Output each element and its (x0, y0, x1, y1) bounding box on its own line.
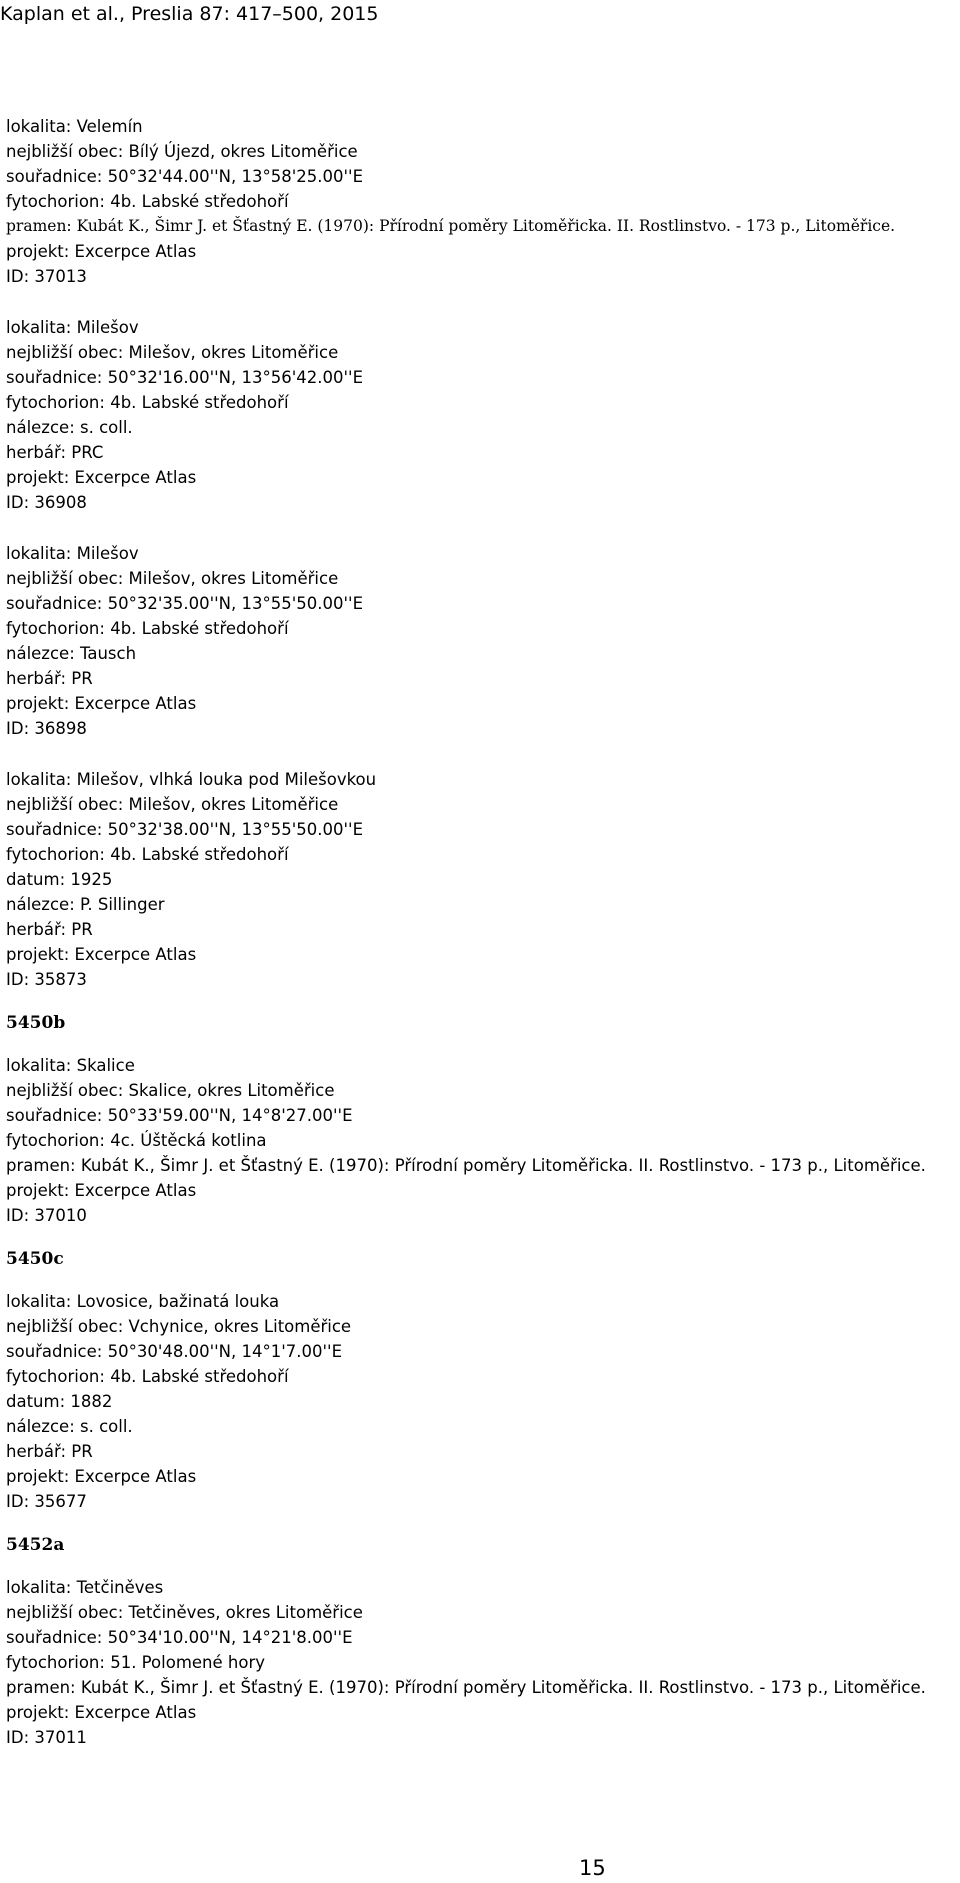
record-line: projekt: Excerpce Atlas (6, 1181, 197, 1200)
record-line: ID: 35677 (6, 1492, 87, 1511)
record-line: herbář: PRC (6, 443, 104, 462)
record-line: souřadnice: 50°32'44.00''N, 13°58'25.00''E (6, 167, 364, 186)
page-number: 15 (579, 1856, 606, 1880)
locality-record (6, 1575, 956, 1750)
record-line: projekt: Excerpce Atlas (6, 1703, 197, 1722)
record-line: nálezce: s. coll. (6, 1417, 133, 1436)
record-line: pramen: Kubát K., Šimr J. et Šťastný E. (1970): Přírodní poměry Litoměřicka. II. Rostlinstvo. - 173 p., Litoměřice. (6, 217, 896, 235)
record-line: lokalita: Velemín (6, 117, 143, 136)
record-line: nálezce: Tausch (6, 644, 137, 663)
record-line: nálezce: P. Sillinger (6, 895, 165, 914)
record-line: projekt: Excerpce Atlas (6, 945, 197, 964)
record-line: projekt: Excerpce Atlas (6, 694, 197, 713)
record-line: souřadnice: 50°33'59.00''N, 14°8'27.00''E (6, 1106, 353, 1125)
section-code: 5450c (6, 1249, 64, 1269)
record-line: nejbližší obec: Milešov, okres Litoměřice (6, 569, 339, 588)
locality-record (6, 1053, 956, 1228)
record-line: datum: 1882 (6, 1392, 113, 1411)
running-head: Kaplan et al., Preslia 87: 417–500, 2015 (0, 3, 379, 25)
record-line: souřadnice: 50°32'16.00''N, 13°56'42.00''E (6, 368, 364, 387)
record-line: herbář: PR (6, 1442, 93, 1461)
locality-record (6, 767, 956, 992)
record-line: nejbližší obec: Bílý Újezd, okres Litoměřice (6, 142, 358, 161)
record-line: ID: 36898 (6, 719, 87, 738)
record-line: souřadnice: 50°30'48.00''N, 14°1'7.00''E (6, 1342, 343, 1361)
record-line: fytochorion: 4b. Labské středohoří (6, 845, 289, 864)
record-line: pramen: Kubát K., Šimr J. et Šťastný E. (1970): Přírodní poměry Litoměřicka. II. Rostlinstvo. - 173 p., Litoměřice. (6, 1678, 926, 1697)
record-line: lokalita: Tetčiněves (6, 1578, 164, 1597)
locality-record (6, 315, 956, 515)
record-line: lokalita: Milešov (6, 318, 139, 337)
record-line: lokalita: Milešov, vlhká louka pod Milešovkou (6, 770, 377, 789)
record-line: ID: 37010 (6, 1206, 87, 1225)
record-line: ID: 35873 (6, 970, 87, 989)
record-line: nejbližší obec: Milešov, okres Litoměřice (6, 343, 339, 362)
record-line: souřadnice: 50°32'38.00''N, 13°55'50.00''E (6, 820, 364, 839)
records-list (6, 114, 956, 1776)
record-line: nejbližší obec: Skalice, okres Litoměřice (6, 1081, 335, 1100)
record-line: ID: 36908 (6, 493, 87, 512)
record-line: fytochorion: 4b. Labské středohoří (6, 393, 289, 412)
record-line: herbář: PR (6, 669, 93, 688)
record-line: nejbližší obec: Milešov, okres Litoměřice (6, 795, 339, 814)
record-line: nejbližší obec: Vchynice, okres Litoměřice (6, 1317, 352, 1336)
record-line: fytochorion: 51. Polomené hory (6, 1653, 265, 1672)
record-line: souřadnice: 50°32'35.00''N, 13°55'50.00''E (6, 594, 364, 613)
record-line: lokalita: Milešov (6, 544, 139, 563)
record-line: herbář: PR (6, 920, 93, 939)
record-line: datum: 1925 (6, 870, 113, 889)
record-line: fytochorion: 4b. Labské středohoří (6, 192, 289, 211)
record-line: lokalita: Lovosice, bažinatá louka (6, 1292, 280, 1311)
record-line: souřadnice: 50°34'10.00''N, 14°21'8.00''E (6, 1628, 353, 1647)
locality-record (6, 114, 956, 289)
record-line: lokalita: Skalice (6, 1056, 135, 1075)
locality-record (6, 541, 956, 741)
record-line: ID: 37013 (6, 267, 87, 286)
record-line: nejbližší obec: Tetčiněves, okres Litoměřice (6, 1603, 363, 1622)
record-line: fytochorion: 4b. Labské středohoří (6, 619, 289, 638)
record-line: projekt: Excerpce Atlas (6, 242, 197, 261)
record-line: projekt: Excerpce Atlas (6, 468, 197, 487)
record-line: nálezce: s. coll. (6, 418, 133, 437)
record-line: ID: 37011 (6, 1728, 87, 1747)
section-code: 5450b (6, 1013, 66, 1033)
record-line: pramen: Kubát K., Šimr J. et Šťastný E. (1970): Přírodní poměry Litoměřicka. II. Rostlinstvo. - 173 p., Litoměřice. (6, 1156, 926, 1175)
locality-record (6, 1289, 956, 1514)
section-code: 5452a (6, 1535, 65, 1555)
record-line: fytochorion: 4c. Úštěcká kotlina (6, 1131, 267, 1150)
record-line: projekt: Excerpce Atlas (6, 1467, 197, 1486)
record-line: fytochorion: 4b. Labské středohoří (6, 1367, 289, 1386)
